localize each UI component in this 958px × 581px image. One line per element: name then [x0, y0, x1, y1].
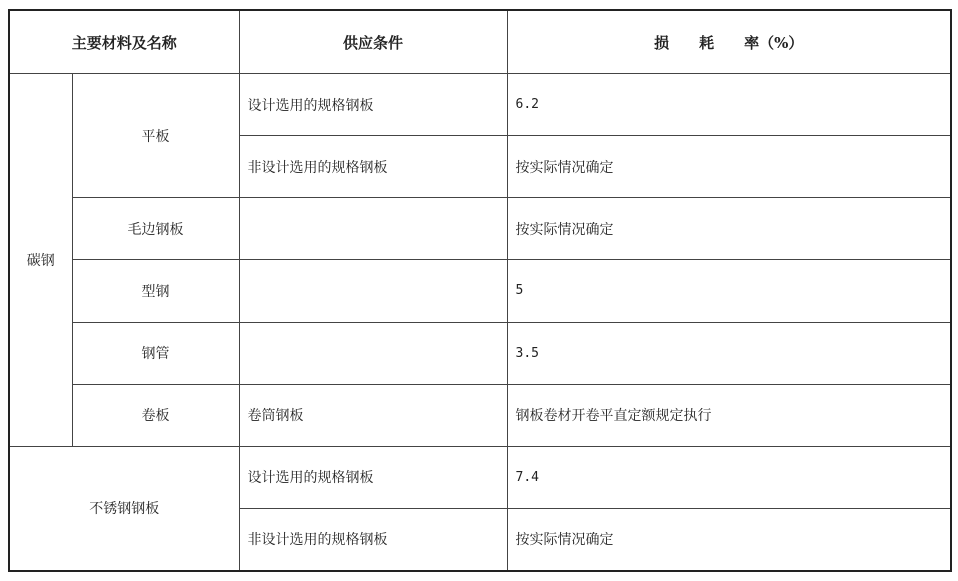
header-row [9, 10, 951, 74]
loss-rate-value: 按实际情况确定 [507, 508, 951, 571]
table-row [9, 198, 951, 260]
table-row [9, 384, 951, 446]
supply-condition [239, 322, 507, 384]
group-stainless: 不锈钢钢板 [9, 446, 239, 571]
group-carbon-steel: 碳钢 [9, 74, 72, 447]
supply-condition: 卷筒钢板 [239, 384, 507, 446]
material-name: 平板 [72, 74, 239, 198]
loss-rate-table [8, 9, 952, 572]
loss-rate-value: 7.4 [507, 446, 951, 508]
supply-condition: 设计选用的规格钢板 [239, 74, 507, 136]
header-loss-rate: 损 耗 率（%） [507, 10, 951, 74]
loss-rate-value: 3.5 [507, 322, 951, 384]
table-row [9, 446, 951, 508]
material-name: 型钢 [72, 260, 239, 322]
supply-condition: 非设计选用的规格钢板 [239, 508, 507, 571]
loss-rate-value: 按实际情况确定 [507, 136, 951, 198]
table-row [9, 322, 951, 384]
supply-condition: 非设计选用的规格钢板 [239, 136, 507, 198]
supply-condition [239, 260, 507, 322]
loss-rate-value: 按实际情况确定 [507, 198, 951, 260]
header-condition: 供应条件 [239, 10, 507, 74]
loss-rate-value: 5 [507, 260, 951, 322]
supply-condition: 设计选用的规格钢板 [239, 446, 507, 508]
loss-rate-value: 钢板卷材开卷平直定额规定执行 [507, 384, 951, 446]
material-name: 钢管 [72, 322, 239, 384]
material-name: 卷板 [72, 384, 239, 446]
table-row [9, 260, 951, 322]
material-name: 毛边钢板 [72, 198, 239, 260]
header-material: 主要材料及名称 [9, 10, 239, 74]
supply-condition [239, 198, 507, 260]
table-row [9, 74, 951, 136]
loss-rate-value: 6.2 [507, 74, 951, 136]
